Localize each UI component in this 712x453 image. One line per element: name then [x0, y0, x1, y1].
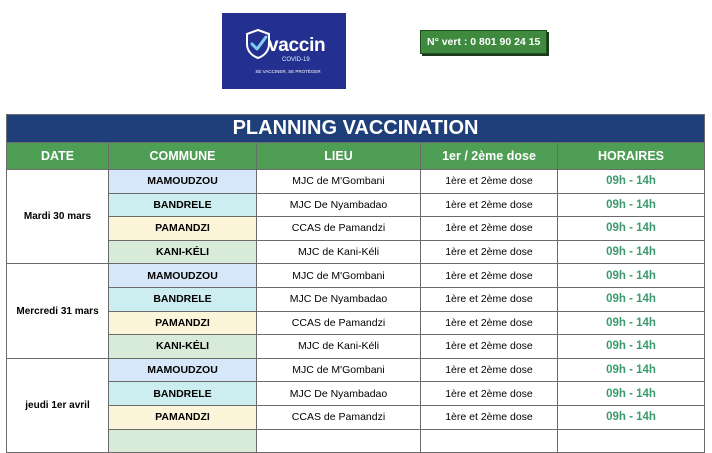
dose-cell: 1ère et 2ème dose: [421, 240, 558, 264]
table-row: [7, 358, 705, 382]
lieu-cell: MJC de Kani-Kéli: [257, 335, 421, 359]
column-header-dose: 1er / 2ème dose: [421, 143, 558, 170]
date-cell: Mercredi 31 mars: [7, 264, 109, 358]
logo-tagline: SE VACCINER, SE PROTÉGER: [255, 69, 321, 74]
column-header-horaires: HORAIRES: [558, 143, 705, 170]
lieu-cell: MJC de M'Gombani: [257, 358, 421, 382]
lieu-cell: MJC de Kani-Kéli: [257, 240, 421, 264]
horaires-cell: 09h - 14h: [558, 170, 705, 194]
horaires-cell: 09h - 14h: [558, 382, 705, 406]
commune-cell: [109, 429, 257, 453]
commune-cell: MAMOUDZOU: [109, 170, 257, 194]
dose-cell: 1ère et 2ème dose: [421, 405, 558, 429]
dose-cell: 1ère et 2ème dose: [421, 193, 558, 217]
table-row: [7, 382, 705, 406]
commune-cell: PAMANDZI: [109, 311, 257, 335]
column-header-date: DATE: [7, 143, 109, 170]
vaccin-covid-logo: [222, 13, 346, 89]
table-row: [7, 287, 705, 311]
column-header-commune: COMMUNE: [109, 143, 257, 170]
table-row: [7, 335, 705, 359]
lieu-cell: [257, 429, 421, 453]
table-title: PLANNING VACCINATION: [7, 115, 705, 143]
vaccination-schedule-table: [6, 114, 705, 453]
date-cell: jeudi 1er avril: [7, 358, 109, 452]
hotline-badge: N° vert : 0 801 90 24 15: [420, 30, 547, 54]
horaires-cell: 09h - 14h: [558, 405, 705, 429]
horaires-cell: 09h - 14h: [558, 264, 705, 288]
date-cell: Mardi 30 mars: [7, 170, 109, 264]
lieu-cell: CCAS de Pamandzi: [257, 405, 421, 429]
table-row: [7, 429, 705, 453]
commune-cell: KANI-KÉLI: [109, 240, 257, 264]
dose-cell: 1ère et 2ème dose: [421, 382, 558, 406]
horaires-cell: 09h - 14h: [558, 358, 705, 382]
lieu-cell: CCAS de Pamandzi: [257, 217, 421, 241]
horaires-cell: 09h - 14h: [558, 193, 705, 217]
table-row: [7, 264, 705, 288]
horaires-cell: 09h - 14h: [558, 335, 705, 359]
dose-cell: 1ère et 2ème dose: [421, 170, 558, 194]
table-row: [7, 240, 705, 264]
dose-cell: 1ère et 2ème dose: [421, 311, 558, 335]
table-row: [7, 311, 705, 335]
horaires-cell: [558, 429, 705, 453]
logo-subtitle: COVID-19: [282, 57, 310, 63]
commune-cell: KANI-KÉLI: [109, 335, 257, 359]
column-header-lieu: LIEU: [257, 143, 421, 170]
commune-cell: MAMOUDZOU: [109, 264, 257, 288]
lieu-cell: MJC De Nyambadao: [257, 193, 421, 217]
commune-cell: BANDRELE: [109, 382, 257, 406]
lieu-cell: MJC De Nyambadao: [257, 382, 421, 406]
dose-cell: 1ère et 2ème dose: [421, 264, 558, 288]
dose-cell: [421, 429, 558, 453]
logo-brand: vaccin: [268, 35, 326, 56]
dose-cell: 1ère et 2ème dose: [421, 358, 558, 382]
table-row: [7, 217, 705, 241]
dose-cell: 1ère et 2ème dose: [421, 217, 558, 241]
dose-cell: 1ère et 2ème dose: [421, 287, 558, 311]
horaires-cell: 09h - 14h: [558, 217, 705, 241]
table-row: [7, 405, 705, 429]
commune-cell: BANDRELE: [109, 193, 257, 217]
horaires-cell: 09h - 14h: [558, 311, 705, 335]
table-row: [7, 193, 705, 217]
horaires-cell: 09h - 14h: [558, 240, 705, 264]
commune-cell: MAMOUDZOU: [109, 358, 257, 382]
commune-cell: PAMANDZI: [109, 217, 257, 241]
table-row: [7, 170, 705, 194]
lieu-cell: MJC De Nyambadao: [257, 287, 421, 311]
dose-cell: 1ère et 2ème dose: [421, 335, 558, 359]
lieu-cell: MJC de M'Gombani: [257, 264, 421, 288]
horaires-cell: 09h - 14h: [558, 287, 705, 311]
commune-cell: PAMANDZI: [109, 405, 257, 429]
commune-cell: BANDRELE: [109, 287, 257, 311]
lieu-cell: CCAS de Pamandzi: [257, 311, 421, 335]
lieu-cell: MJC de M'Gombani: [257, 170, 421, 194]
